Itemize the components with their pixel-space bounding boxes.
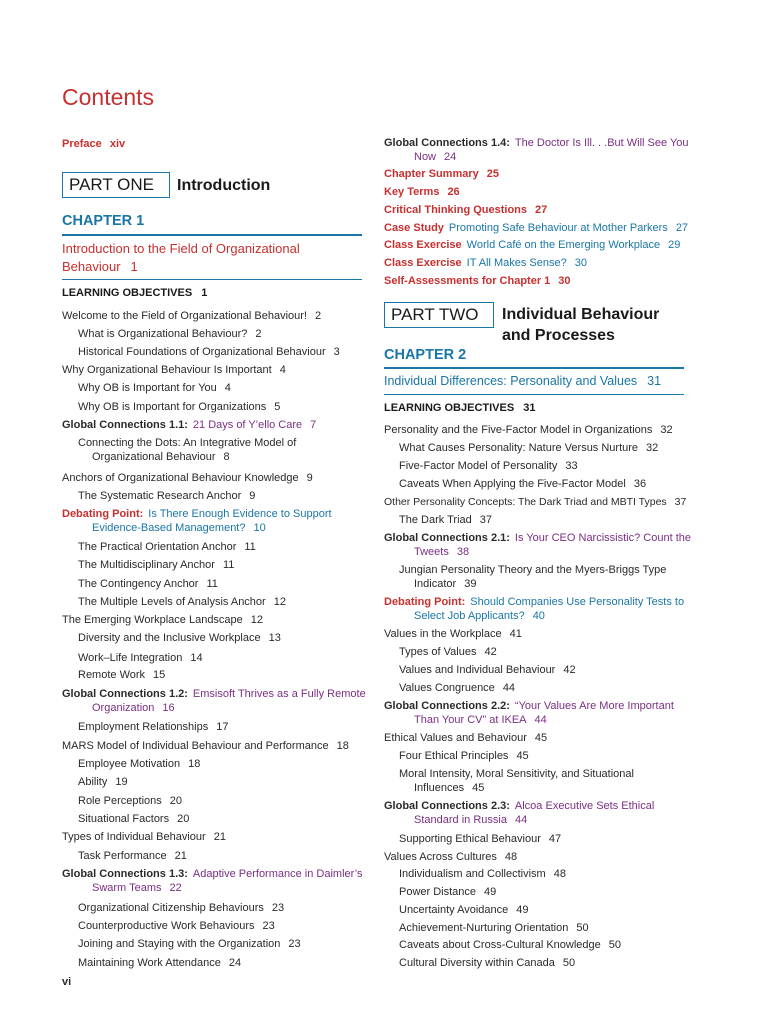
entry-page: 11 <box>222 559 235 571</box>
entry-text: Adaptive Performance in Daimler’s <box>192 868 363 880</box>
entry-text: Individualism and Collectivism <box>399 868 546 880</box>
entry-label: Global Connections 1.3: <box>62 868 188 880</box>
entry-text: The Systematic Research Anchor <box>78 490 242 502</box>
entry-page: 10 <box>253 522 266 534</box>
entry-text: Four Ethical Principles <box>399 750 509 762</box>
toc-entry[interactable] <box>62 830 226 844</box>
entry-text: Ability <box>78 776 108 788</box>
toc-entry[interactable] <box>399 767 634 795</box>
chapter-1-learning-objectives[interactable] <box>62 287 207 299</box>
entry-text: Remote Work <box>78 669 146 681</box>
page-number: vi <box>62 976 72 988</box>
chapter-1-page: 1 <box>130 259 138 274</box>
entry-page: 7 <box>310 419 317 431</box>
entry-text: The Doctor Is Ill. . .But Will See You <box>514 137 689 149</box>
entry-page: 21 <box>174 850 187 862</box>
toc-entry[interactable] <box>62 309 321 323</box>
entry-text-cont: Evidence-Based Management? <box>92 522 246 534</box>
case-study-entry[interactable] <box>384 221 688 235</box>
entry-page: 26 <box>447 186 460 198</box>
entry-text: Personality and the Five-Factor Model in Organizations <box>384 424 653 436</box>
entry-text: What is Organizational Behaviour? <box>78 328 248 340</box>
entry-text-cont: Influences <box>414 782 465 794</box>
entry-text-cont: Tweets <box>414 546 449 558</box>
toc-entry[interactable] <box>78 631 281 645</box>
entry-label: Global Connections 1.4: <box>384 137 510 149</box>
entry-text: Anchors of Organizational Behaviour Knowledge <box>62 472 299 484</box>
entry-page: 20 <box>169 795 183 807</box>
toc-entry[interactable] <box>78 381 231 395</box>
entry-text: Maintaining Work Attendance <box>78 957 221 969</box>
entry-text: Moral Intensity, Moral Sensitivity, and Situational <box>399 768 634 780</box>
debating-point-entry[interactable] <box>62 507 332 535</box>
entry-text: Why Organizational Behaviour Is Important <box>62 364 272 376</box>
entry-page: 50 <box>576 922 589 934</box>
entry-text: The Multidisciplinary Anchor <box>78 559 215 571</box>
toc-entry[interactable] <box>399 885 496 899</box>
toc-entry[interactable] <box>78 558 234 572</box>
entry-text: Cultural Diversity within Canada <box>399 957 555 969</box>
toc-entry[interactable] <box>78 901 284 915</box>
entry-label: Case Study <box>384 222 444 234</box>
entry-page: 25 <box>486 168 500 180</box>
entry-page: 18 <box>188 758 201 770</box>
global-connections-entry[interactable] <box>384 799 654 827</box>
toc-entry[interactable] <box>399 563 666 591</box>
toc-entry[interactable] <box>399 477 646 491</box>
entry-page: 9 <box>249 490 256 502</box>
entry-page: 27 <box>535 204 548 216</box>
entry-text: Why OB is Important for You <box>78 382 217 394</box>
entry-text: Jungian Personality Theory and the Myers-Briggs Type <box>399 564 667 576</box>
toc-entry[interactable] <box>399 513 492 527</box>
entry-page: 23 <box>262 920 275 932</box>
toc-entry[interactable] <box>78 956 241 970</box>
chapter-2-rule <box>384 367 684 369</box>
toc-entry[interactable] <box>78 812 189 826</box>
entry-page: 30 <box>558 275 571 287</box>
toc-entry[interactable] <box>62 739 349 753</box>
entry-text: Power Distance <box>399 886 477 898</box>
entry-page: 9 <box>306 472 313 484</box>
entry-page: 18 <box>336 740 349 752</box>
entry-page: 39 <box>464 578 477 590</box>
entry-text-cont: Now <box>414 151 437 163</box>
entry-text: Caveats about Cross-Cultural Knowledge <box>399 939 601 951</box>
entry-label: Chapter Summary <box>384 168 479 180</box>
toc-entry[interactable] <box>384 423 673 437</box>
toc-entry[interactable] <box>78 849 187 863</box>
entry-text: Is There Enough Evidence to Support <box>148 508 332 520</box>
toc-entry[interactable] <box>62 613 263 627</box>
entry-label: Class Exercise <box>384 257 462 269</box>
entry-page: 41 <box>509 628 522 640</box>
entry-text: Organizational Citizenship Behaviours <box>78 902 264 914</box>
part-one-label: PART ONE <box>69 175 155 194</box>
entry-text: Types of Individual Behaviour <box>62 831 206 843</box>
entry-label: Class Exercise <box>384 239 462 251</box>
toc-entry[interactable] <box>384 495 686 509</box>
toc-entry[interactable] <box>78 757 200 771</box>
entry-page: 49 <box>484 886 497 898</box>
self-assessments-entry[interactable] <box>384 274 571 288</box>
entry-page: 21 <box>213 831 226 843</box>
entry-page: 11 <box>244 541 256 553</box>
global-connections-entry[interactable] <box>384 136 689 164</box>
entry-label: Debating Point: <box>384 596 466 608</box>
entry-text: Task Performance <box>78 850 167 862</box>
toc-entry[interactable] <box>384 627 522 641</box>
entry-page: 4 <box>279 364 286 376</box>
toc-entry[interactable] <box>399 938 621 952</box>
entry-text: Supporting Ethical Behaviour <box>399 833 541 845</box>
entry-text: The Contingency Anchor <box>78 578 199 590</box>
entry-text: Ethical Values and Behaviour <box>384 732 527 744</box>
toc-entry[interactable] <box>399 645 497 659</box>
chapter-1-title-rule <box>62 279 362 280</box>
entry-page: 33 <box>565 460 578 472</box>
entry-label: Critical Thinking Questions <box>384 204 528 216</box>
part-two-label: PART TWO <box>391 305 479 324</box>
global-connections-entry[interactable] <box>384 531 691 559</box>
entry-text: The Multiple Levels of Analysis Anchor <box>78 596 266 608</box>
chapter-1-rule <box>62 234 362 236</box>
entry-text-cont: Than Your CV” at IKEA <box>414 714 527 726</box>
entry-page: 5 <box>274 401 281 413</box>
chapter-2-title-text: Individual Differences: Personality and Values <box>384 374 638 388</box>
entry-page: 29 <box>668 239 681 251</box>
entry-text-cont: Swarm Teams <box>92 882 162 894</box>
part-two-name <box>502 304 659 346</box>
class-exercise-entry[interactable] <box>384 256 587 270</box>
entry-label: Global Connections 2.1: <box>384 532 510 544</box>
entry-page: 12 <box>273 596 286 608</box>
entry-page: 22 <box>169 882 182 894</box>
toc-entry[interactable] <box>399 956 575 970</box>
chapter-1-title-line1: Introduction to the Field of Organizational <box>62 241 300 256</box>
toc-entry[interactable] <box>399 459 578 473</box>
entry-text: 21 Days of Y’ello Care <box>192 419 303 431</box>
entry-text: Values Congruence <box>399 682 495 694</box>
entry-page: 42 <box>563 664 576 676</box>
toc-entry[interactable] <box>399 921 589 935</box>
entry-page: 13 <box>268 632 281 644</box>
entry-page: 27 <box>675 222 689 234</box>
entry-label: Key Terms <box>384 186 440 198</box>
chapter-2-title[interactable] <box>384 374 661 388</box>
entry-page: 38 <box>456 546 470 558</box>
toc-entry[interactable] <box>78 327 262 341</box>
entry-page: 45 <box>516 750 529 762</box>
entry-text: Role Perceptions <box>78 795 162 807</box>
chapter-2-learning-objectives[interactable] <box>384 402 536 414</box>
toc-entry[interactable] <box>399 663 576 677</box>
entry-page: 19 <box>115 776 128 788</box>
entry-page: 50 <box>608 939 622 951</box>
entry-page: 16 <box>162 702 175 714</box>
entry-page: 24 <box>228 957 242 969</box>
toc-entry[interactable] <box>78 651 203 665</box>
entry-text: The Practical Orientation Anchor <box>78 541 237 553</box>
entry-page: 24 <box>444 151 457 163</box>
entry-text: Alcoa Executive Sets Ethical <box>514 800 655 812</box>
chapter-summary-entry[interactable] <box>384 167 499 181</box>
toc-entry[interactable] <box>62 471 313 485</box>
entry-text: Welcome to the Field of Organizational Behaviour! <box>62 310 307 322</box>
entry-label: Global Connections 2.3: <box>384 800 510 812</box>
entry-label: Debating Point: <box>62 508 144 520</box>
entry-page: 12 <box>250 614 264 626</box>
entry-text: Employee Motivation <box>78 758 181 770</box>
entry-text: Should Companies Use Personality Tests to <box>470 596 685 608</box>
class-exercise-entry[interactable] <box>384 238 680 252</box>
entry-page: 36 <box>633 478 647 490</box>
toc-entry[interactable] <box>78 775 128 789</box>
entry-page: 45 <box>472 782 485 794</box>
entry-page: 2 <box>255 328 262 340</box>
entry-page: 3 <box>333 346 340 358</box>
entry-text: Why OB is Important for Organizations <box>78 401 267 413</box>
entry-page: 32 <box>646 442 659 454</box>
entry-text: Counterproductive Work Behaviours <box>78 920 255 932</box>
toc-entry[interactable] <box>78 595 286 609</box>
entry-text-cont: Indicator <box>414 578 457 590</box>
debating-point-entry[interactable] <box>384 595 684 623</box>
entry-text: Five-Factor Model of Personality <box>399 460 558 472</box>
entry-page: 50 <box>562 957 576 969</box>
entry-text: Achievement-Nurturing Orientation <box>399 922 569 934</box>
global-connections-entry[interactable] <box>62 418 316 432</box>
entry-page: 48 <box>553 868 566 880</box>
entry-text: Other Personality Concepts: The Dark Triad and MBTI Types <box>384 496 667 508</box>
toc-entry[interactable] <box>399 867 566 881</box>
entry-text: Values and Individual Behaviour <box>399 664 556 676</box>
key-terms-entry[interactable] <box>384 185 460 199</box>
entry-text: “Your Values Are More Important <box>514 700 674 712</box>
entry-text: Types of Values <box>399 646 477 658</box>
entry-text: Connecting the Dots: An Integrative Model of <box>78 437 297 449</box>
page-title: Contents <box>62 84 155 110</box>
toc-entry[interactable] <box>78 937 301 951</box>
part-one-box <box>62 172 170 198</box>
chapter-1-title-line2: Behaviour <box>62 259 121 274</box>
toc-entry[interactable] <box>78 919 275 933</box>
toc-entry[interactable] <box>78 345 340 359</box>
toc-entry[interactable] <box>399 903 529 917</box>
entry-text: Uncertainty Avoidance <box>399 904 509 916</box>
entry-label: Self-Assessments for Chapter 1 <box>384 275 551 287</box>
entry-page: 11 <box>206 578 218 590</box>
entry-page: 8 <box>223 451 230 463</box>
preface-page: xiv <box>109 138 126 150</box>
entry-text-cont: Organization <box>92 702 155 714</box>
entry-text: The Emerging Workplace Landscape <box>62 614 243 626</box>
entry-text-cont: Organizational Behaviour <box>92 451 216 463</box>
toc-entry[interactable] <box>384 731 547 745</box>
toc-entry[interactable] <box>78 668 165 682</box>
entry-page: 30 <box>574 257 587 269</box>
global-connections-entry[interactable] <box>384 699 674 727</box>
entry-page: 15 <box>153 669 166 681</box>
toc-entry[interactable] <box>78 489 255 503</box>
toc-entry[interactable] <box>78 577 218 591</box>
critical-thinking-entry[interactable] <box>384 203 547 217</box>
entry-text: Employment Relationships <box>78 721 209 733</box>
entry-page: 42 <box>484 646 497 658</box>
entry-text: Joining and Staying with the Organization <box>78 938 281 950</box>
entry-text: Historical Foundations of Organizational Behaviour <box>78 346 326 358</box>
entry-text: Promoting Safe Behaviour at Mother Parkers <box>448 222 668 234</box>
entry-label: Global Connections 2.2: <box>384 700 510 712</box>
lo-label: LEARNING OBJECTIVES <box>384 402 515 414</box>
entry-text-cont: Select Job Applicants? <box>414 610 525 622</box>
lo-label: LEARNING OBJECTIVES <box>62 287 193 299</box>
entry-text: Situational Factors <box>78 813 170 825</box>
entry-text: Values Across Cultures <box>384 851 497 863</box>
entry-text: The Dark Triad <box>399 514 472 526</box>
toc-entry[interactable] <box>78 436 296 464</box>
toc-entry[interactable] <box>399 749 529 763</box>
entry-text: What Causes Personality: Nature Versus Nurture <box>399 442 639 454</box>
entry-page: 49 <box>516 904 529 916</box>
entry-text: Work–Life Integration <box>78 652 183 664</box>
lo-page: 1 <box>201 287 208 299</box>
entry-text: World Café on the Emerging Workplace <box>466 239 661 251</box>
preface-entry[interactable] <box>62 137 125 151</box>
toc-entry[interactable] <box>62 363 286 377</box>
entry-page: 23 <box>271 902 285 914</box>
entry-label: Global Connections 1.2: <box>62 688 188 700</box>
entry-text: Emsisoft Thrives as a Fully Remote <box>192 688 366 700</box>
entry-text: Is Your CEO Narcissistic? Count the <box>514 532 691 544</box>
entry-label: Global Connections 1.1: <box>62 419 188 431</box>
entry-page: 4 <box>224 382 231 394</box>
global-connections-entry[interactable] <box>62 867 362 895</box>
entry-page: 14 <box>190 652 203 664</box>
part-two-name-line1: Individual Behaviour <box>502 306 660 323</box>
entry-page: 32 <box>660 424 673 436</box>
global-connections-entry[interactable] <box>62 687 366 715</box>
toc-entry[interactable] <box>78 400 280 414</box>
entry-page: 37 <box>674 496 687 508</box>
entry-text: MARS Model of Individual Behaviour and Performance <box>62 740 329 752</box>
toc-entry[interactable] <box>399 681 515 695</box>
part-two-box <box>384 302 494 328</box>
chapter-2-page: 31 <box>647 374 662 388</box>
toc-entry[interactable] <box>78 540 256 554</box>
entry-text: Caveats When Applying the Five-Factor Model <box>399 478 626 490</box>
toc-entry[interactable] <box>78 720 228 734</box>
entry-page: 17 <box>216 721 229 733</box>
entry-text: Values in the Workplace <box>384 628 502 640</box>
entry-page: 44 <box>534 714 547 726</box>
entry-text-cont: Standard in Russia <box>414 814 507 826</box>
entry-page: 2 <box>314 310 322 322</box>
chapter-2-heading: CHAPTER 2 <box>384 347 467 363</box>
chapter-1-heading: CHAPTER 1 <box>62 213 145 229</box>
entry-page: 23 <box>288 938 301 950</box>
entry-page: 45 <box>534 732 548 744</box>
entry-page: 44 <box>514 814 528 826</box>
toc-entry[interactable] <box>78 794 182 808</box>
lo-page: 31 <box>523 402 536 414</box>
toc-entry[interactable] <box>399 441 658 455</box>
preface-label: Preface <box>62 138 102 150</box>
entry-page: 47 <box>548 833 562 845</box>
entry-text: Diversity and the Inclusive Workplace <box>78 632 261 644</box>
entry-page: 37 <box>479 514 492 526</box>
part-one-name: Introduction <box>177 177 271 194</box>
toc-entry[interactable] <box>399 832 561 846</box>
part-two-name-line2: and Processes <box>502 327 615 344</box>
toc-entry[interactable] <box>384 850 517 864</box>
entry-page: 44 <box>502 682 516 694</box>
entry-page: 48 <box>504 851 518 863</box>
chapter-1-title[interactable] <box>62 240 300 276</box>
entry-page: 40 <box>532 610 545 622</box>
entry-page: 20 <box>177 813 190 825</box>
chapter-2-title-rule <box>384 394 684 395</box>
entry-text: IT All Makes Sense? <box>466 257 567 269</box>
